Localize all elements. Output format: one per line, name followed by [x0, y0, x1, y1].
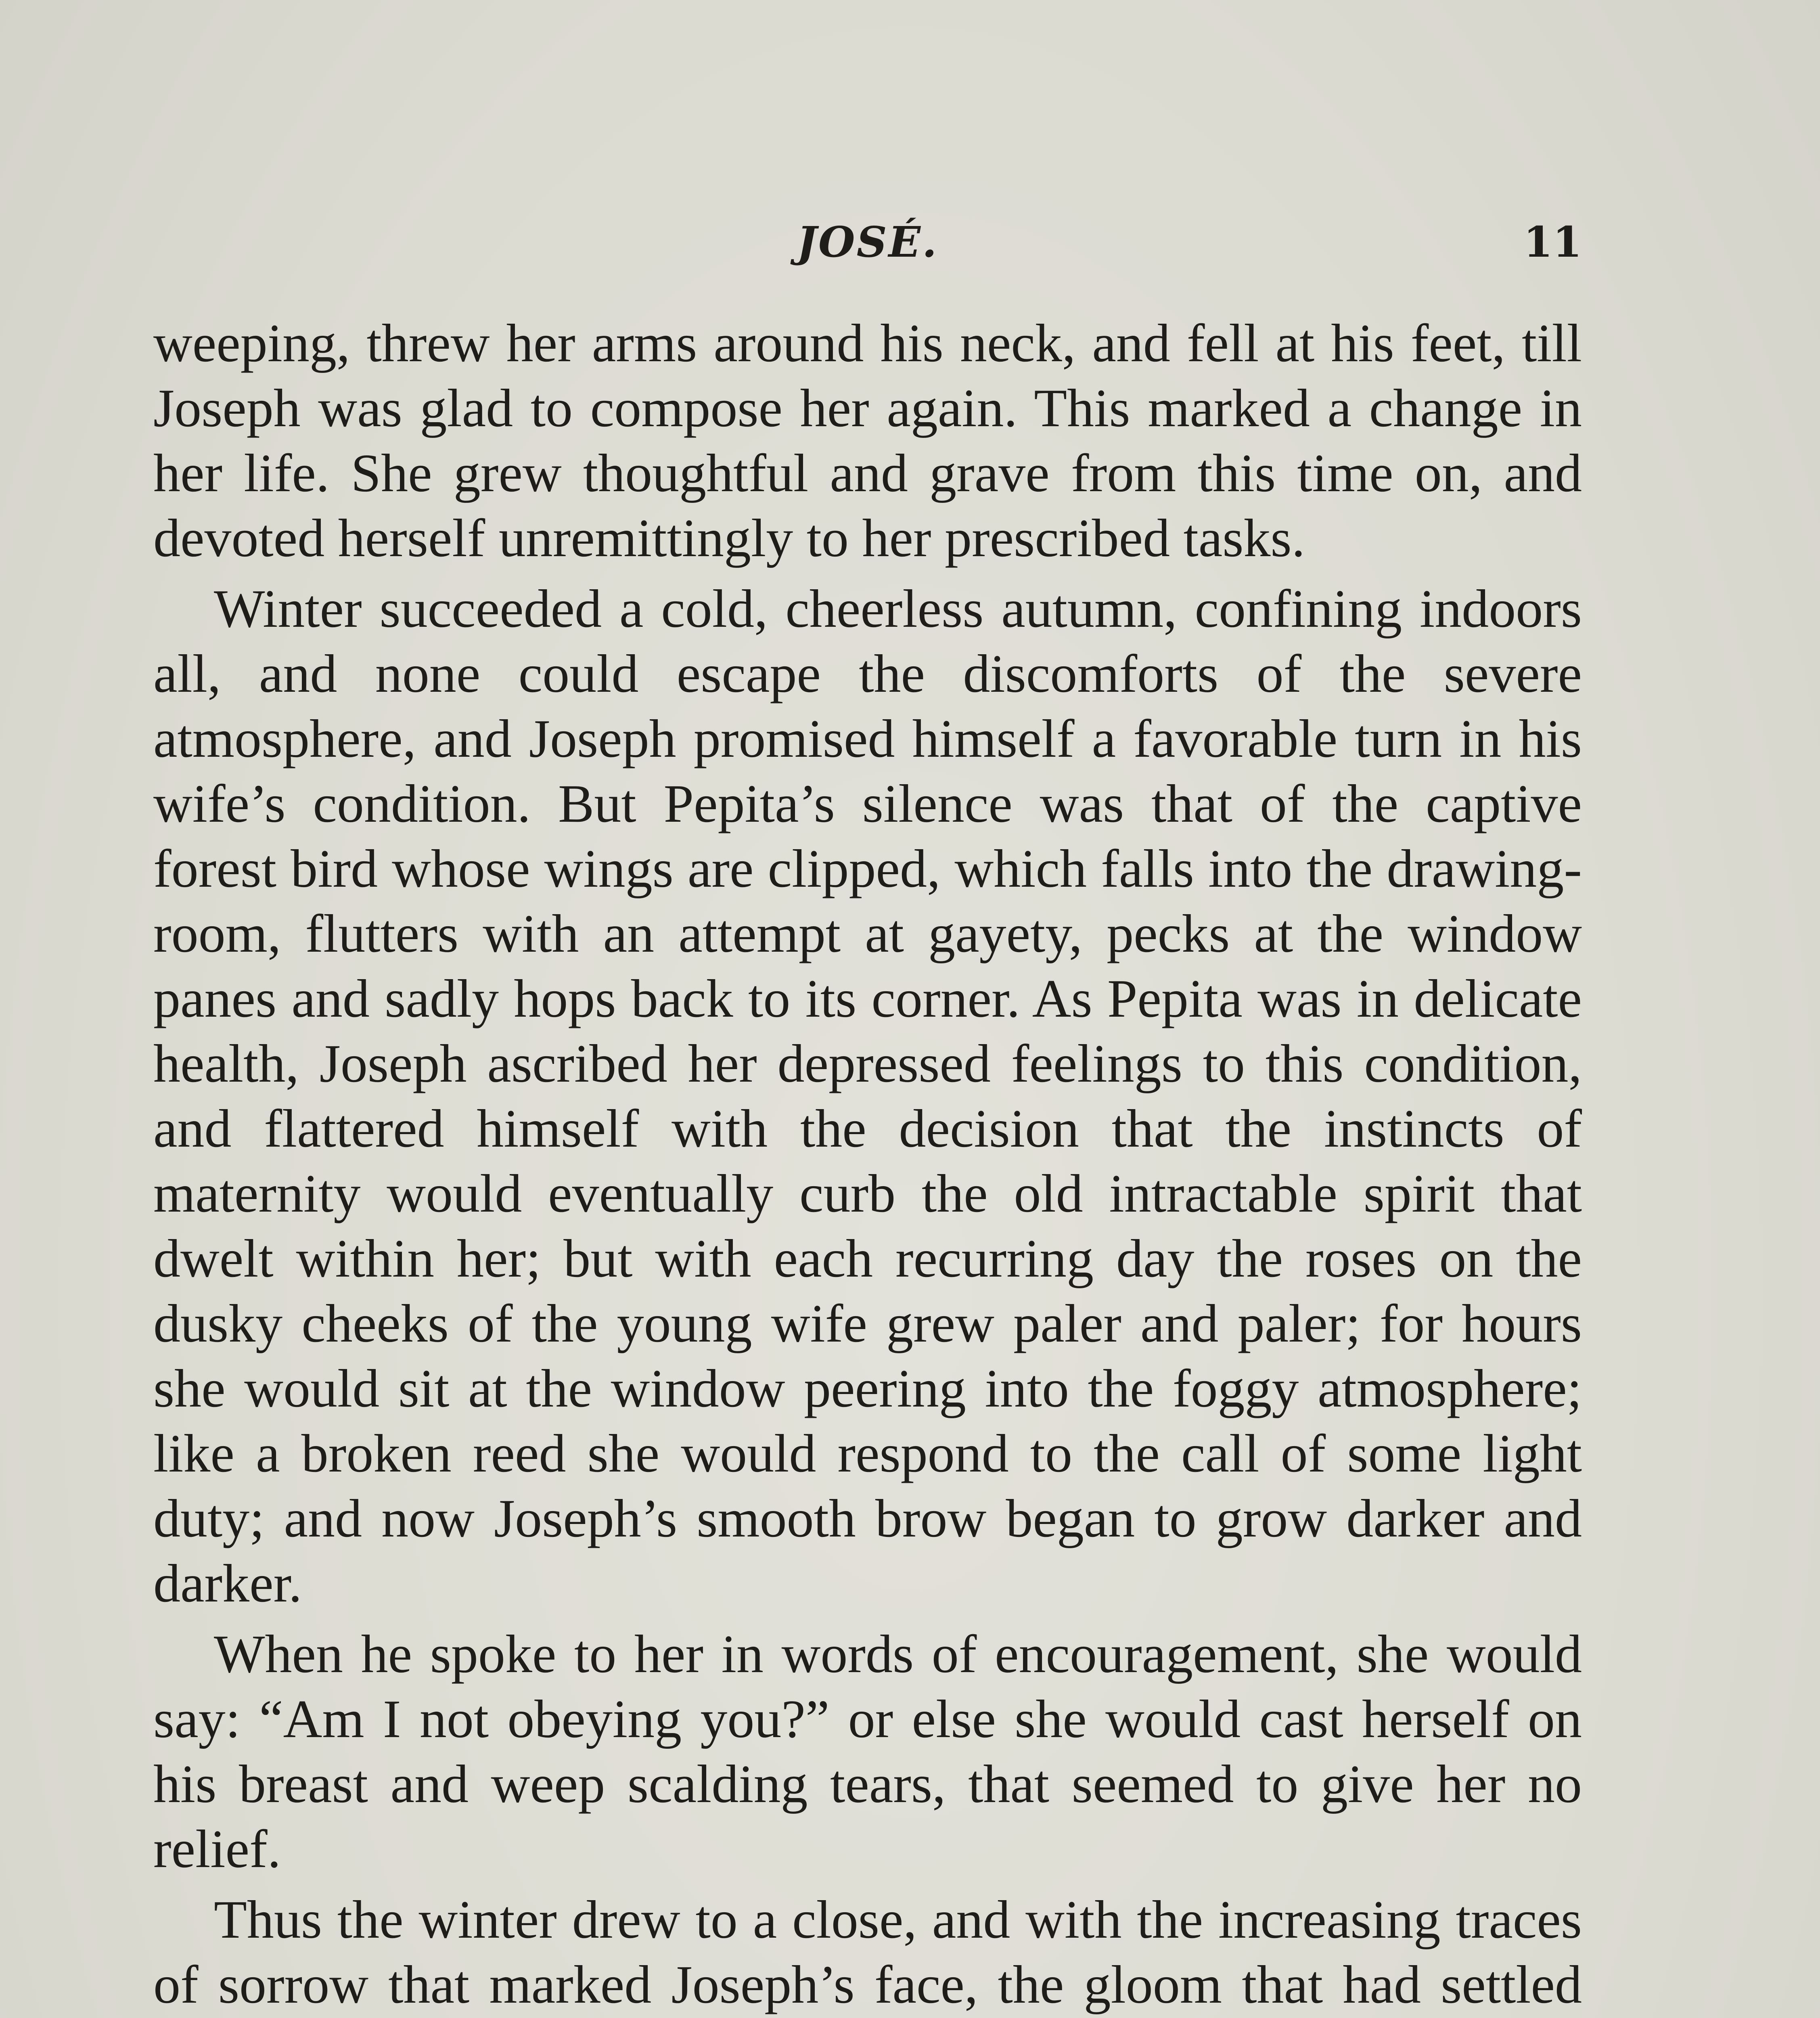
paragraph-1: weeping, threw her arms around his neck, and fell at his feet, till Joseph was glad to compose her again. This marked a change in her life. She grew thoughtful and grave from this time on, and devoted herself unremittingly to her prescribed tasks.: [153, 313, 1582, 568]
page-number: 11: [1523, 217, 1582, 267]
paragraph-2: Winter succeeded a cold, cheerless autumn, confining indoors all, and none could escape the discomforts of the severe atmosphere, and Joseph promised himself a favorable turn in his wife’s condition. But Pepita’s silence was that of the captive forest bird whose wings are clipped, which falls into the drawing-room, flutters with an attempt at gayety, pecks at the window panes and sadly hops back to its corner. As Pepita was in delicate health, Joseph ascribed her depressed feelings to this condition, and flattered himself with the decision that the instincts of maternity would eventually curb the old intractable spirit that dwelt within her; but with each recurring day the roses on the dusky cheeks of the young wife grew paler and paler; for hours she would sit at the window peering into the foggy atmosphere; like a broken reed she would respond to the call of some light duty; and now Joseph’s smooth brow began to grow darker and darker.: [153, 579, 1582, 1613]
running-head: [153, 210, 1582, 274]
paragraph-4: Thus the winter drew to a close, and with the increasing traces of sorrow that marked Joseph’s face, the gloom that had settled: [153, 1890, 1582, 2014]
running-title: JOSÉ.: [797, 217, 939, 267]
paragraph-3: When he spoke to her in words of encouragement, she would say: “Am I not obeying you?” or else she would cast herself on his breast and weep scalding tears, that seemed to give her no relief.: [153, 1624, 1582, 1879]
body-text: [153, 311, 1582, 2018]
